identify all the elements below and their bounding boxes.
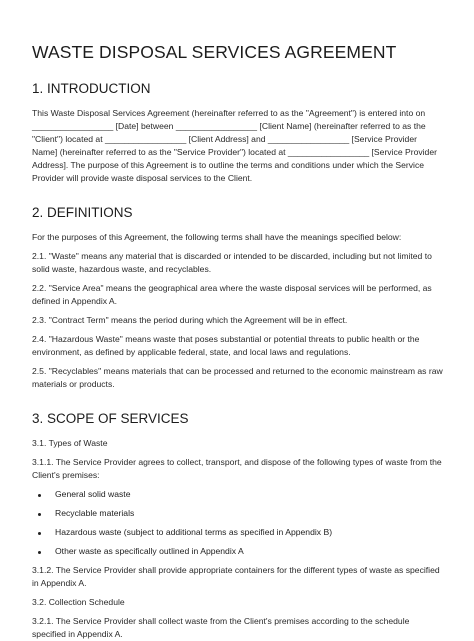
section-heading-definitions: 2. DEFINITIONS bbox=[32, 205, 133, 220]
waste-types-list bbox=[32, 488, 444, 558]
definition-item: 2.3. "Contract Term" means the period during which the Agreement will be in effect. bbox=[32, 315, 348, 325]
bullet-icon bbox=[38, 551, 41, 554]
clause-3-1-1: 3.1.1. The Service Provider agrees to collect, transport, and dispose of the following types of waste from the Client's premises: bbox=[32, 457, 442, 480]
bullet-icon bbox=[38, 494, 41, 497]
subsection-types-of-waste: 3.1. Types of Waste bbox=[32, 438, 108, 448]
definition-item: 2.4. "Hazardous Waste" means waste that poses substantial or potential threats to public health or the environment, as defined by applicable federal, state, and local laws and regulations. bbox=[32, 334, 420, 357]
definition-item: 2.2. "Service Area" means the geographical area where the waste disposal services will be performed, as defined in Appendix A. bbox=[32, 283, 432, 306]
list-item-text: General solid waste bbox=[55, 489, 131, 499]
list-item-text: Other waste as specifically outlined in Appendix A bbox=[55, 546, 244, 556]
definitions-intro: For the purposes of this Agreement, the following terms shall have the meanings specified below: bbox=[32, 232, 402, 242]
list-item-text: Recyclable materials bbox=[55, 508, 135, 518]
section-heading-scope: 3. SCOPE OF SERVICES bbox=[32, 411, 189, 426]
subsection-collection-schedule: 3.2. Collection Schedule bbox=[32, 597, 125, 607]
bullet-icon bbox=[38, 513, 41, 516]
definition-item: 2.1. "Waste" means any material that is discarded or intended to be discarded, including but not limited to solid waste, hazardous waste, and recyclables. bbox=[32, 251, 432, 274]
list-item bbox=[38, 526, 444, 539]
list-item-text: Hazardous waste (subject to additional terms as specified in Appendix B) bbox=[55, 527, 333, 537]
list-item bbox=[38, 488, 444, 501]
clause-3-2-1: 3.2.1. The Service Provider shall collect waste from the Client's premises according to the schedule specified in Appendix A. bbox=[32, 616, 410, 639]
bullet-icon bbox=[38, 532, 41, 535]
definition-item: 2.5. "Recyclables" means materials that can be processed and returned to the economic mainstream as raw materials or products. bbox=[32, 366, 443, 389]
list-item bbox=[38, 507, 444, 520]
document-title: WASTE DISPOSAL SERVICES AGREEMENT bbox=[32, 42, 397, 62]
list-item bbox=[38, 545, 444, 558]
introduction-paragraph: This Waste Disposal Services Agreement (hereinafter referred to as the "Agreement") is entered into on _________________ [Date] between _________________ [Client Name] (hereinafter referred to as the "Client") located at _________________ [Client Address] and _________________ [Service Provider Name] (hereinafter referred to as the "Service Provider") located at _________________ [Service Provider Address]. The purpose of this Agreement is to outline the terms and conditions under which the Service Provider will provide waste disposal services to the Client. bbox=[32, 108, 437, 183]
clause-3-1-2: 3.1.2. The Service Provider shall provide appropriate containers for the different types of waste as specified in Appendix A. bbox=[32, 565, 440, 588]
section-heading-introduction: 1. INTRODUCTION bbox=[32, 81, 151, 96]
